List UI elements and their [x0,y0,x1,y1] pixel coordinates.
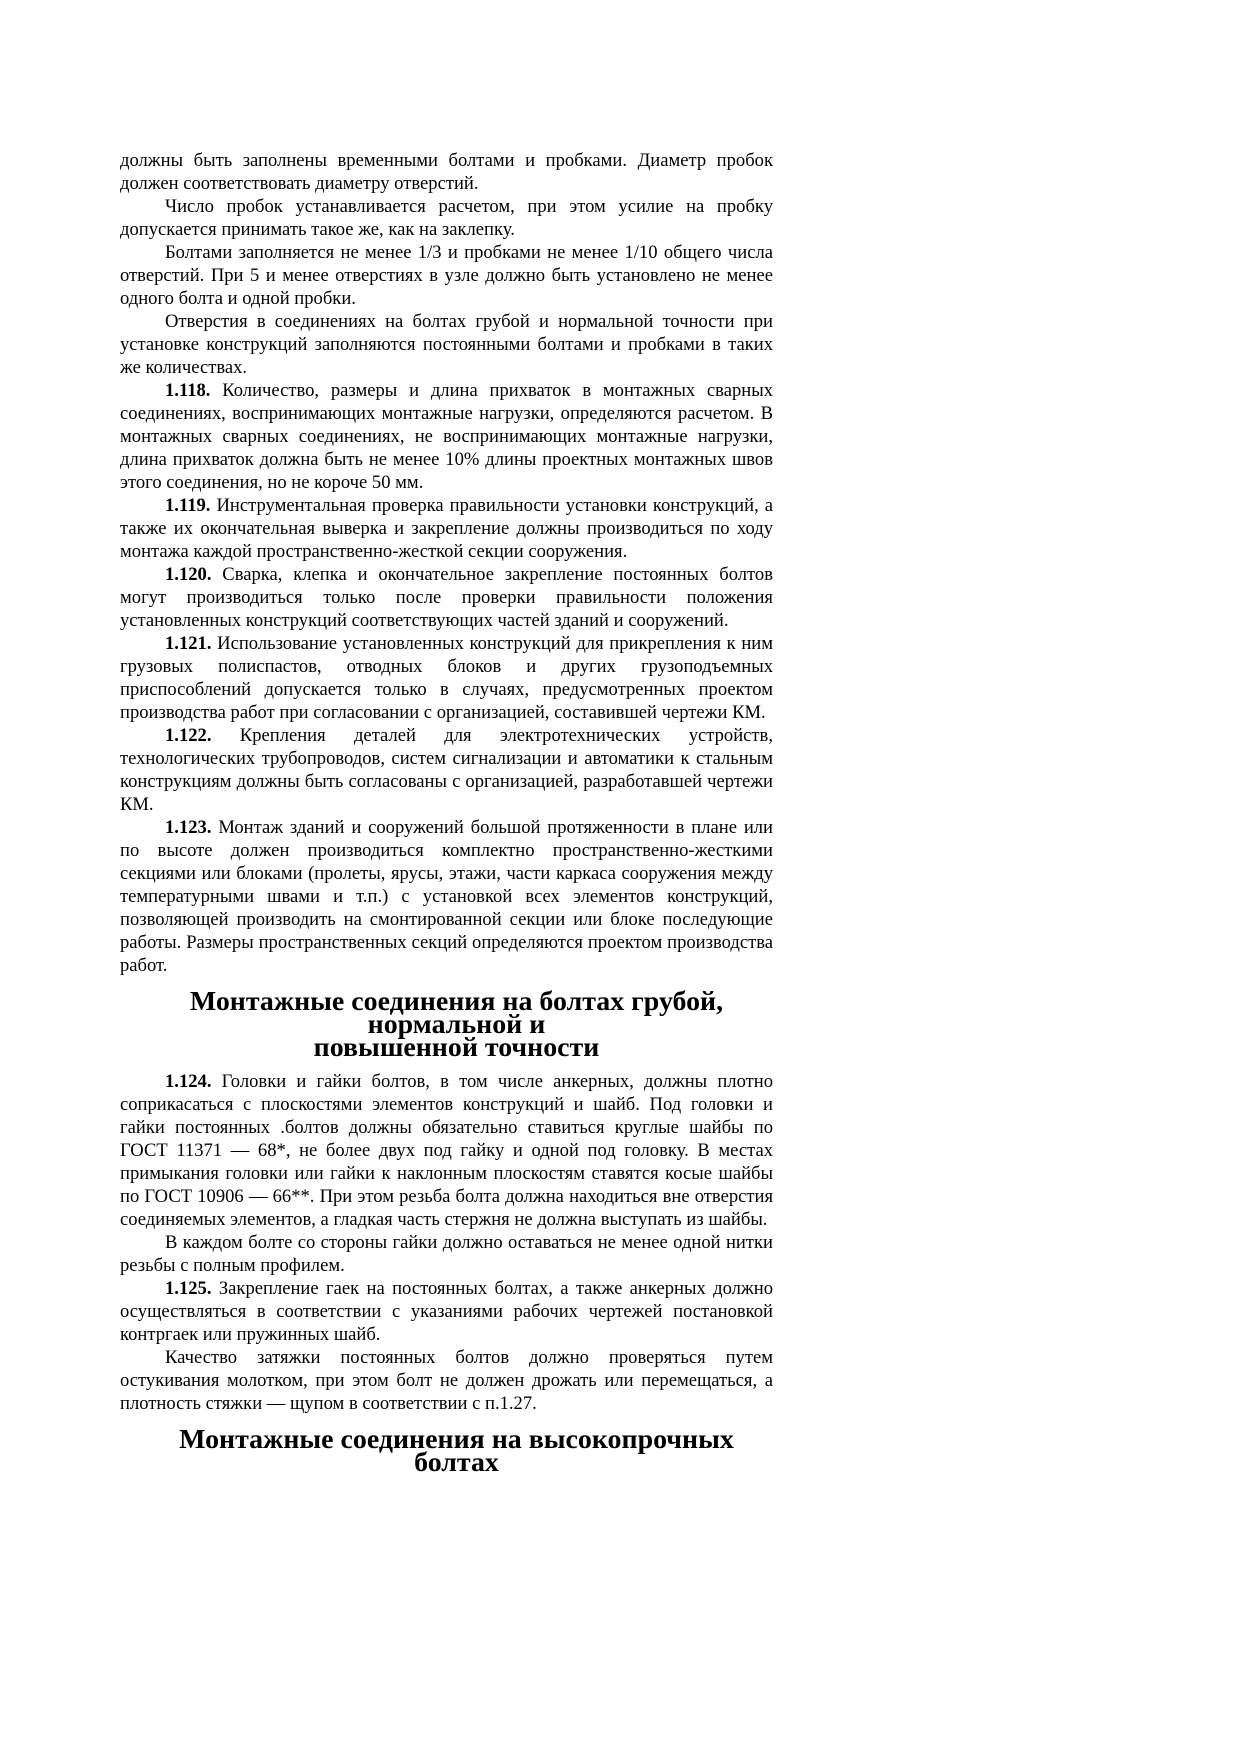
clause-text: Инструментальная проверка правильности установки конструкций, а также их окончательная выверка и закрепление должны производиться по ходу монтажа каждой пространственно-жесткой секции сооружения. [120,495,773,562]
document-page [120,149,773,1478]
heading-line: повышенной точности [313,1032,600,1063]
clause-text: Монтаж зданий и сооружений большой протяженности в плане или по высоте должен производиться комплектно пространственно-жесткими секциями или блоками (пролеты, ярусы, этажи, части каркаса сооружения между температурными швами и т.п.) с установкой всех элементов конструкций, позволяющей производить на смонтированной секции или блоке последующие работы. Размеры пространственных секций определяются проектом производства работ. [120,817,773,976]
clause-1-124 [120,1070,773,1231]
clause-text: Крепления деталей для электротехнических устройств, технологических трубопроводов, систем сигнализации и автоматики к стальным конструкциям должны быть согласованы с организацией, разработавшей чертежи КМ. [120,725,773,815]
paragraph-holes-fill: Отверстия в соединениях на болтах грубой и нормальной точности при установке конструкций заполняются постоянными болтами и пробками в таких же количествах. [120,311,773,378]
paragraph-continuation: должны быть заполнены временными болтами и пробками. Диаметр пробок должен соответствовать диаметру отверстий. [120,150,773,194]
heading-line: Монтажные соединения на болтах грубой, нормальной и [189,986,724,1040]
paragraph-tightening-quality: Качество затяжки постоянных болтов должно проверяться путем остукивания молотком, при этом болт не должен дрожать или перемещаться, а плотность стяжки — щупом в соответствии с п.1.27. [120,1347,773,1414]
clause-text: Использование установленных конструкций для прикрепления к ним грузовых полиспастов, отводных блоков и других грузоподъемных приспособлений допускается только в случаях, предусмотренных проектом производства работ при согласовании с организацией, составившей чертежи КМ. [120,633,773,723]
paragraph-plugs-count: Число пробок устанавливается расчетом, при этом усилие на пробку допускается принимать такое же, как на заклепку. [120,196,773,240]
section-heading-bolted-joints [120,986,773,1063]
clause-number: 1.124. [165,1071,212,1092]
clause-1-123 [120,816,773,977]
clause-1-120 [120,563,773,632]
clause-text: Закрепление гаек на постоянных болтах, а также анкерных должно осуществляться в соответствии с указаниями рабочих чертежей постановкой контргаек или пружинных шайб. [120,1278,773,1345]
clause-1-118 [120,379,773,494]
clause-number: 1.122. [165,725,212,746]
clause-text: Сварка, клепка и окончательное закрепление постоянных болтов могут производиться только после проверки правильности положения установленных конструкций соответствующих частей зданий и сооружений. [120,564,773,631]
clause-number: 1.121. [165,633,212,654]
clause-1-125 [120,1277,773,1346]
section-heading-high-strength-bolts: Монтажные соединения на высокопрочных болтах [179,1424,734,1478]
paragraph-bolts-fill: Болтами заполняется не менее 1/3 и пробками не менее 1/10 общего числа отверстий. При 5 и менее отверстиях в узле должно быть установлено не менее одного болта и одной пробки. [120,242,773,309]
clause-1-122 [120,724,773,816]
clause-number: 1.118. [165,380,211,401]
clause-text: Головки и гайки болтов, в том числе анкерных, должны плотно соприкасаться с плоскостями элементов конструкций и шайб. Под головки и гайки постоянных .болтов должны обязательно ставиться круглые шайбы по ГОСТ 11371 — 68*, не более двух под гайку и одной под головку. В местах примыкания головки или гайки к наклонным плоскостям ставятся косые шайбы по ГОСТ 10906 — 66**. При этом резьба болта должна находиться вне отверстия соединяемых элементов, а гладкая часть стержня не должна выступать из шайбы. [120,1071,773,1230]
clause-1-119 [120,494,773,563]
clause-1-121 [120,632,773,724]
clause-number: 1.119. [165,495,211,516]
clause-number: 1.123. [165,817,212,838]
clause-number: 1.120. [165,564,212,585]
clause-number: 1.125. [165,1278,212,1299]
paragraph-thread: В каждом болте со стороны гайки должно оставаться не менее одной нитки резьбы с полным профилем. [120,1232,773,1276]
clause-text: Количество, размеры и длина прихваток в монтажных сварных соединениях, воспринимающих монтажные нагрузки, определяются расчетом. В монтажных сварных соединениях, не воспринимающих монтажные нагрузки, длина прихваток должна быть не менее 10% длины проектных монтажных швов этого соединения, но не короче 50 мм. [120,380,773,493]
